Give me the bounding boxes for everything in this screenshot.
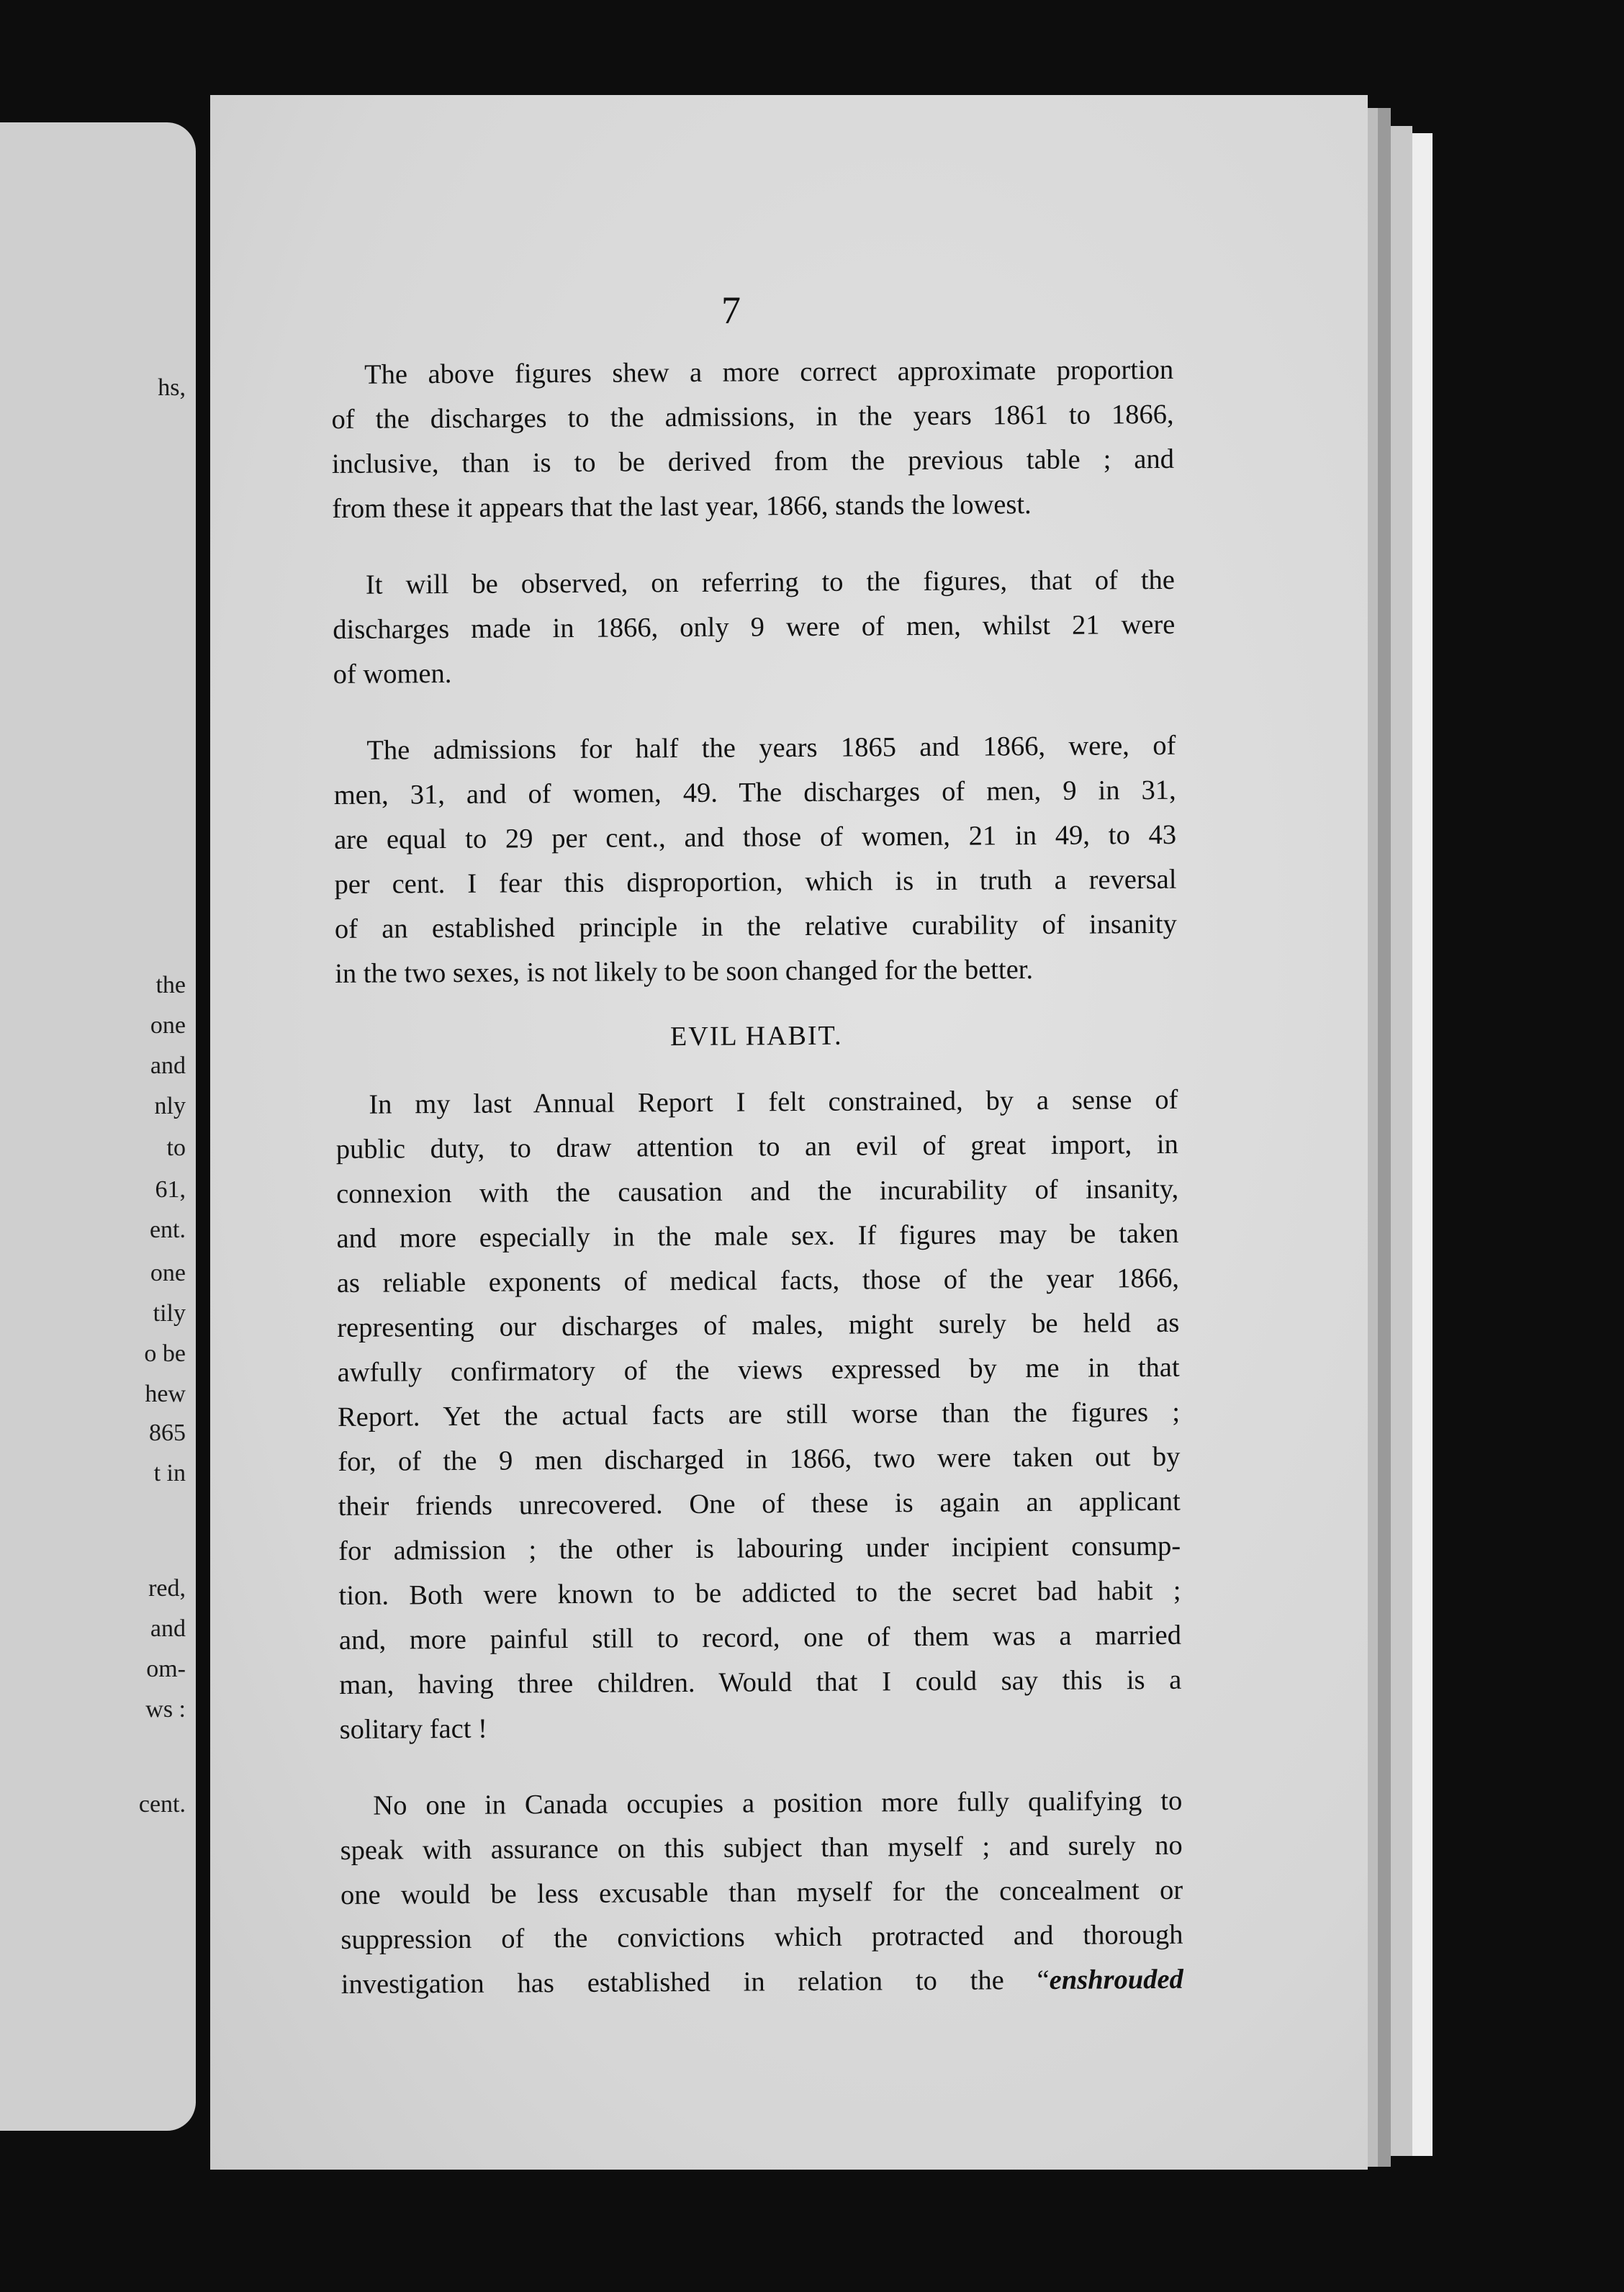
left-page-fragment: and bbox=[150, 1052, 186, 1079]
text-line: suppression of the convictions which protracted and thorough bbox=[340, 1919, 1183, 1955]
page-edge bbox=[1412, 133, 1433, 2156]
page-edge bbox=[1368, 108, 1378, 2167]
left-page-fragment: and bbox=[150, 1615, 186, 1642]
text-line: discharges made in 1866, only 9 were of men, whilst 21 were bbox=[333, 609, 1176, 645]
paragraph bbox=[331, 348, 1174, 531]
left-page-fragment: 61, bbox=[155, 1176, 186, 1203]
text-line: of an established principle in the relative curability of insanity bbox=[334, 908, 1177, 944]
text-line: representing our discharges of males, might surely be held as bbox=[337, 1307, 1180, 1343]
left-page-fragment: to bbox=[166, 1134, 186, 1161]
text-line: It will be observed, on referring to the figures, that of the bbox=[365, 564, 1176, 600]
text-line: as reliable exponents of medical facts, those of the year 1866, bbox=[336, 1263, 1180, 1299]
left-page-fragment: red, bbox=[148, 1575, 186, 1602]
text-line: connexion with the causation and the incurability of insanity, bbox=[336, 1173, 1179, 1209]
page-number: 7 bbox=[721, 289, 741, 332]
text-line: No one in Canada occupies a position more fully qualifying to bbox=[373, 1785, 1183, 1821]
text-line: their friends unrecovered. One of these is again an applicant bbox=[338, 1486, 1181, 1522]
text-line: In my last Annual Report I felt constrained, by a sense of bbox=[369, 1084, 1178, 1120]
text-line: are equal to 29 per cent., and those of women, 21 in 49, to 43 bbox=[334, 819, 1177, 855]
text-line: The admissions for half the years 1865 and 1866, were, of bbox=[366, 730, 1176, 766]
text-line: awfully confirmatory of the views expressed by me in that bbox=[337, 1352, 1180, 1388]
left-page-fragment: 865 bbox=[149, 1420, 186, 1446]
left-page-fragment: the bbox=[155, 972, 186, 998]
text-line: and more especially in the male sex. If figures may be taken bbox=[336, 1218, 1179, 1254]
left-page-fragment: one bbox=[150, 1012, 186, 1039]
text-line: of women. bbox=[333, 658, 452, 690]
left-page-fragment: ws : bbox=[145, 1696, 186, 1723]
left-page-fragment: one bbox=[150, 1260, 186, 1286]
text-line: speak with assurance on this subject than myself ; and surely no bbox=[340, 1830, 1183, 1866]
text-line: men, 31, and of women, 49. The discharges of men, 9 in 31, bbox=[333, 775, 1176, 811]
text-line: solitary fact ! bbox=[339, 1713, 488, 1745]
emphasized-word: enshrouded bbox=[1049, 1964, 1183, 1995]
text-line: The above figures shew a more correct approximate proportion bbox=[364, 354, 1174, 390]
text-line bbox=[341, 1957, 1183, 2007]
paragraph bbox=[340, 1779, 1183, 2007]
page-edge bbox=[1378, 108, 1391, 2167]
text-line: inclusive, than is to be derived from the previous table ; and bbox=[331, 443, 1175, 479]
left-page-fragment: tily bbox=[153, 1300, 186, 1327]
left-page-fragment: o be bbox=[144, 1340, 186, 1367]
page-edge bbox=[1391, 126, 1412, 2156]
left-page-fragment: cent. bbox=[138, 1791, 186, 1818]
left-page-fragment: nly bbox=[154, 1093, 186, 1119]
paragraph bbox=[333, 558, 1176, 697]
page-body-text bbox=[331, 348, 1183, 2007]
text-line: for admission ; the other is labouring under incipient consump- bbox=[338, 1530, 1181, 1566]
text-line: man, having three children. Would that I could say this is a bbox=[339, 1664, 1182, 1700]
text-line: for, of the 9 men discharged in 1866, two were taken out by bbox=[338, 1441, 1181, 1477]
text-line: one would be less excusable than myself for the concealment or bbox=[340, 1874, 1183, 1910]
text-line-prefix: investigation has established in relation to the “ bbox=[340, 1964, 1050, 2000]
text-line: public duty, to draw attention to an evil of great import, in bbox=[335, 1129, 1178, 1165]
left-page-fragment: hew bbox=[145, 1381, 186, 1407]
left-page-fragment: om- bbox=[146, 1656, 186, 1682]
text-line: tion. Both were known to be addicted to the secret bad habit ; bbox=[338, 1575, 1181, 1611]
paragraph bbox=[335, 1078, 1182, 1752]
left-page-fragment: hs, bbox=[158, 374, 186, 401]
text-line: Report. Yet the actual facts are still worse than the figures ; bbox=[337, 1397, 1181, 1432]
left-facing-page bbox=[0, 122, 196, 2131]
section-heading: EVIL HABIT. bbox=[669, 1020, 843, 1052]
text-line: from these it appears that the last year, 1866, stands the lowest. bbox=[332, 489, 1032, 524]
left-page-fragment: ent. bbox=[149, 1217, 186, 1243]
text-line: of the discharges to the admissions, in the years 1861 to 1866, bbox=[331, 399, 1174, 435]
text-line: per cent. I fear this disproportion, which is in truth a reversal bbox=[334, 864, 1177, 900]
text-line: in the two sexes, is not likely to be soon changed for the better. bbox=[335, 955, 1034, 989]
left-page-fragment: t in bbox=[153, 1460, 186, 1486]
paragraph bbox=[333, 723, 1177, 996]
text-line: and, more painful still to record, one of them was a married bbox=[338, 1620, 1182, 1656]
